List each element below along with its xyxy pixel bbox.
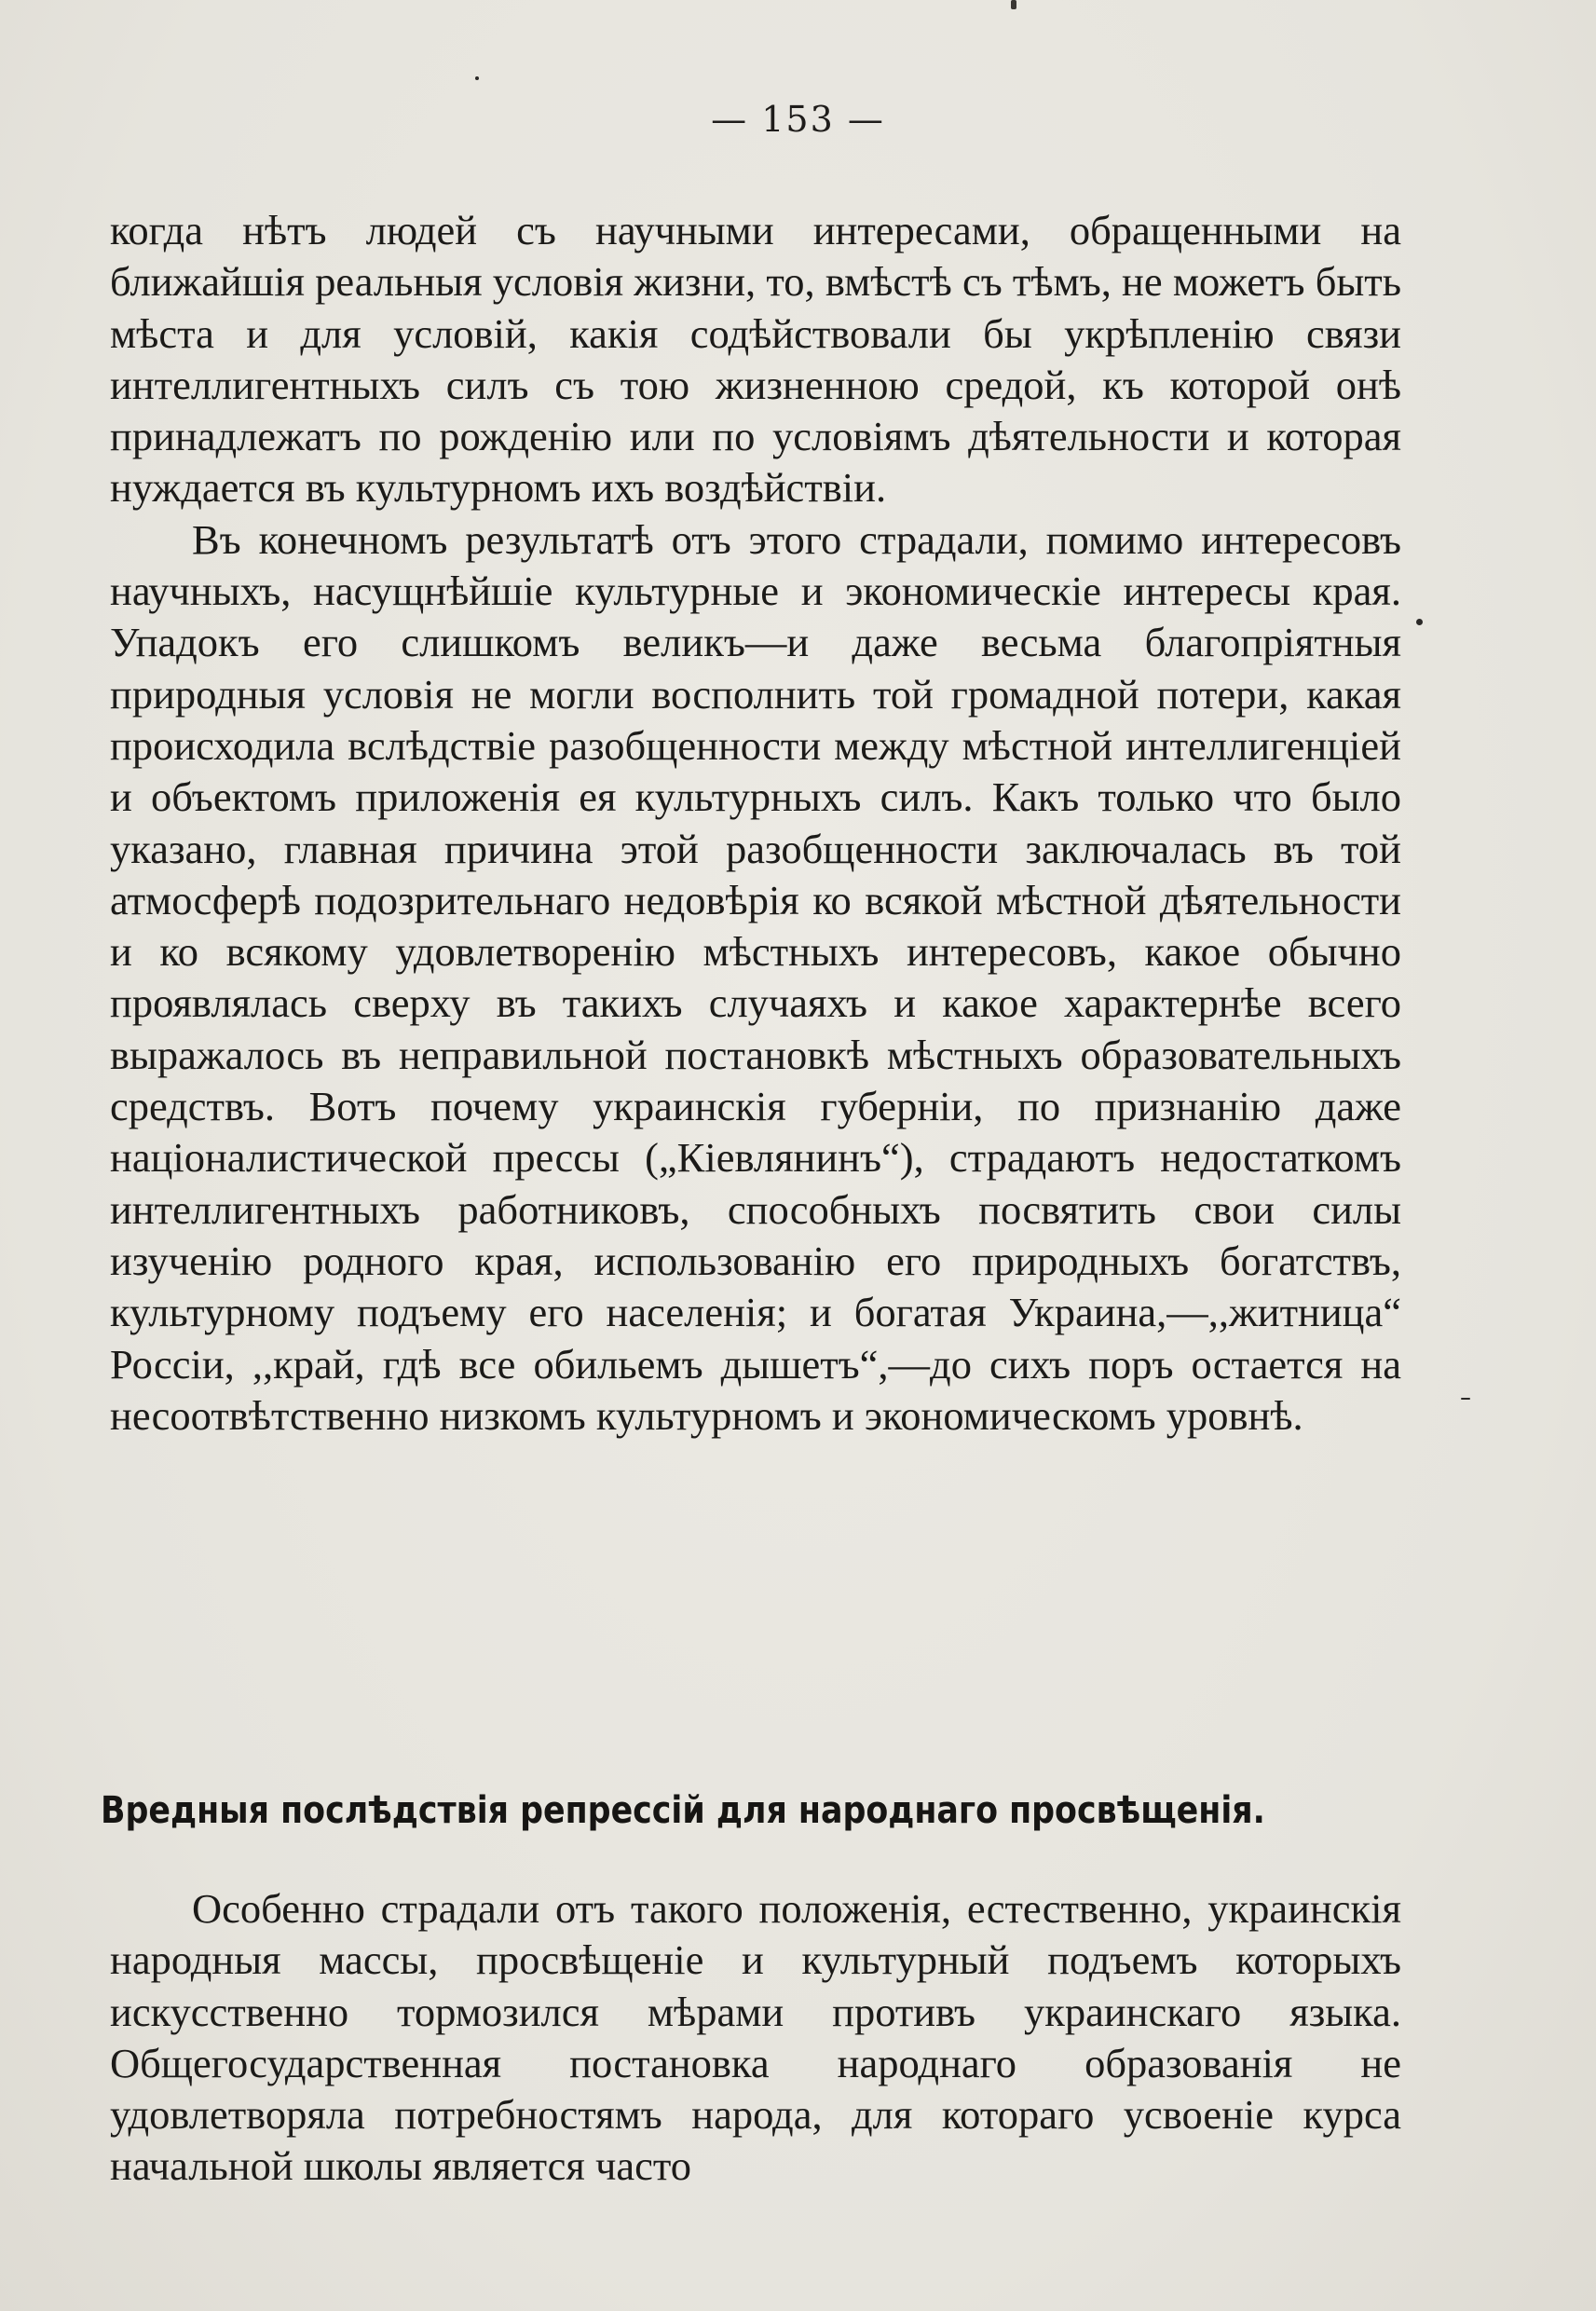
body-text-upper [110,205,1401,1442]
paragraph: Особенно страдали отъ такого положенія, естественно, украинскія народныя массы, просвѣщеніе и культурный подъемъ которыхъ искусственно тормозился мѣрами противъ украинскаго языка. Общегосударственная постановка народнаго образованія не удовлетворяла потребностямъ народа, для котораго усвоеніе курса начальной школы является часто [110,1885,1401,2190]
ink-mark [1011,0,1016,9]
body-text-lower [110,1883,1401,2193]
page-number: — 153 — [711,99,885,140]
section-heading: Вредныя послѣдствія репрессій для народнаго просвѣщенія. [101,1789,1265,1832]
paragraph: когда нѣтъ людей съ научными интересами, обращенными на ближайшія реальныя условія жизни, то, вмѣстѣ съ тѣмъ, не можетъ быть мѣста и для условій, какія содѣйствовали бы укрѣпленію связи интеллигентныхъ силъ съ тою жизненною средой, къ которой онѣ принадлежатъ по рожденію или по условіямъ дѣятельности и которая нуждается въ культурномъ ихъ воздѣйствіи. [110,207,1401,512]
paragraph: Въ конечномъ результатѣ отъ этого страдали, помимо интересовъ научныхъ, насущнѣйшіе культурные и экономическіе интересы края. Упадокъ его слишкомъ великъ—и даже весьма благопріятныя природныя условія не могли восполнить той громадной потери, какая происходила вслѣдствіе разобщенности между мѣстной интеллигенціей и объектомъ приложенія ея культурныхъ силъ. Какъ только что было указано, главная причина этой разобщенности заключалась въ той атмосферѣ подозрительнаго недовѣрія ко всякой мѣстной дѣятельности и ко всякому удовлетворенію мѣстныхъ интересовъ, какое обычно проявлялась сверху въ такихъ случаяхъ и какое характернѣе всего выражалось въ неправильной постановкѣ мѣстныхъ образовательныхъ средствъ. Вотъ почему украинскія губерніи, по признанію даже націоналистической прессы („Кіевлянинъ“), страдаютъ недостаткомъ интеллигентныхъ работниковъ, способныхъ посвятить свои силы изученію родного края, использованію его природныхъ богатствъ, культурному подъему его населенія; и богатая Украина,—,,житница“ Россіи, ,,край, гдѣ все обильемъ дышетъ“,—до сихъ поръ остается на несоотвѣтственно низкомъ культурномъ и экономическомъ уровнѣ. [110,515,1401,1439]
ink-speck [1461,1398,1470,1400]
ink-speck [1416,619,1423,625]
ink-speck [475,76,479,80]
